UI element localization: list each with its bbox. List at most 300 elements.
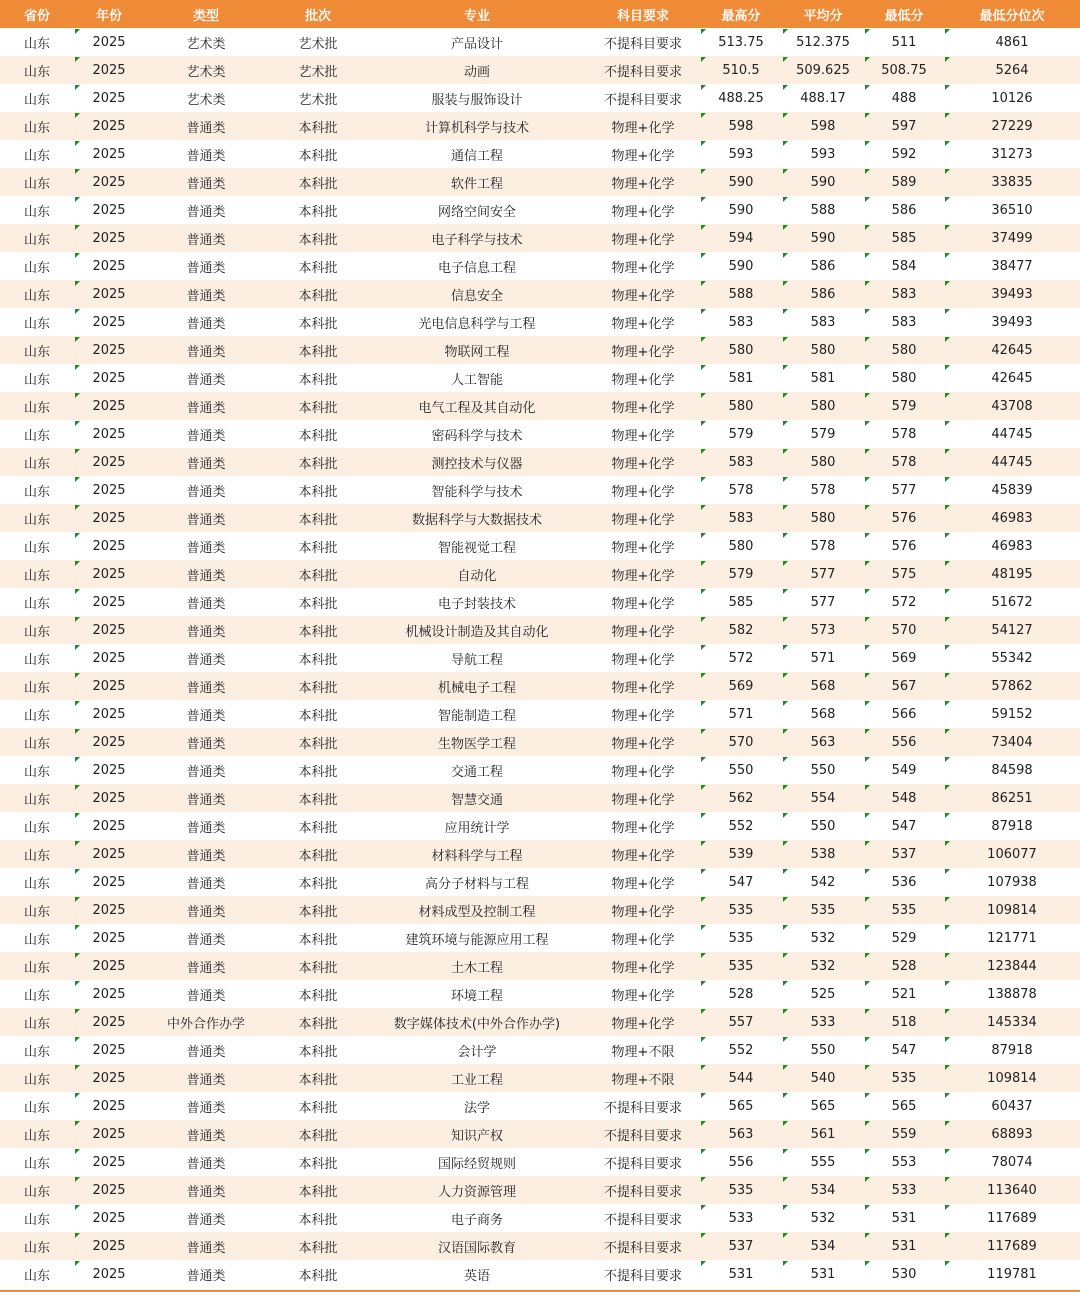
table-row — [0, 364, 1080, 392]
table-cell: 44745 — [944, 448, 1080, 476]
table-cell: 本科批 — [298, 456, 338, 472]
table-cell: 2025 — [74, 560, 144, 588]
table-cell: 597 — [864, 112, 944, 140]
table-row — [0, 1092, 1080, 1120]
table-cell: 普通类 — [186, 1268, 226, 1284]
table-cell: 本科批 — [298, 344, 338, 360]
table-cell: 人力资源管理 — [437, 1184, 516, 1200]
table-cell: 本科批 — [298, 512, 338, 528]
table-cell: 512.375 — [782, 28, 864, 56]
table-cell: 588 — [700, 280, 782, 308]
table-cell: 山东 — [23, 344, 50, 360]
table-cell: 531 — [700, 1260, 782, 1288]
table-row — [0, 1064, 1080, 1092]
table-cell: 普通类 — [186, 344, 226, 360]
table-cell: 不提科目要求 — [603, 1240, 682, 1256]
table-cell: 物理+化学 — [611, 260, 675, 276]
table-cell: 普通类 — [186, 456, 226, 472]
table-cell: 山东 — [23, 652, 50, 668]
table-cell: 普通类 — [186, 120, 226, 136]
table-cell: 本科批 — [298, 596, 338, 612]
table-cell: 10126 — [944, 84, 1080, 112]
table-cell: 物理+不限 — [611, 1072, 675, 1088]
table-cell: 550 — [782, 756, 864, 784]
table-cell: 本科批 — [298, 736, 338, 752]
table-cell: 573 — [782, 616, 864, 644]
table-cell: 535 — [700, 924, 782, 952]
table-cell: 工业工程 — [450, 1072, 503, 1088]
table-cell: 577 — [782, 588, 864, 616]
table-cell: 554 — [782, 784, 864, 812]
table-cell: 山东 — [23, 120, 50, 136]
table-cell: 78074 — [944, 1148, 1080, 1176]
table-cell: 山东 — [23, 736, 50, 752]
table-cell: 普通类 — [186, 988, 226, 1004]
table-cell: 2025 — [74, 532, 144, 560]
table-cell: 本科批 — [298, 232, 338, 248]
table-row — [0, 588, 1080, 616]
table-cell: 本科批 — [298, 708, 338, 724]
table-cell: 586 — [782, 280, 864, 308]
table-cell: 人工智能 — [450, 372, 503, 388]
table-cell: 556 — [864, 728, 944, 756]
table-cell: 2025 — [74, 1232, 144, 1260]
table-cell: 579 — [700, 420, 782, 448]
table-cell: 普通类 — [186, 316, 226, 332]
table-cell: 本科批 — [298, 176, 338, 192]
table-cell: 普通类 — [186, 400, 226, 416]
table-cell: 服装与服饰设计 — [431, 92, 523, 108]
table-cell: 光电信息科学与工程 — [418, 316, 536, 332]
column-header: 平均分 — [782, 0, 864, 28]
table-cell: 艺术类 — [186, 92, 226, 108]
column-header: 批次 — [268, 0, 368, 28]
table-cell: 583 — [864, 308, 944, 336]
table-cell: 物理+化学 — [611, 344, 675, 360]
table-cell: 山东 — [23, 316, 50, 332]
table-row — [0, 700, 1080, 728]
table-cell: 智能视觉工程 — [437, 540, 516, 556]
table-cell: 普通类 — [186, 680, 226, 696]
table-cell: 智能制造工程 — [437, 708, 516, 724]
table-cell: 578 — [782, 532, 864, 560]
table-cell: 2025 — [74, 616, 144, 644]
table-row — [0, 840, 1080, 868]
table-cell: 材料科学与工程 — [431, 848, 523, 864]
table-cell: 本科批 — [298, 1128, 338, 1144]
table-cell: 山东 — [23, 176, 50, 192]
table-cell: 39493 — [944, 308, 1080, 336]
table-cell: 119781 — [944, 1260, 1080, 1288]
table-cell: 68893 — [944, 1120, 1080, 1148]
table-cell: 535 — [700, 896, 782, 924]
table-row — [0, 784, 1080, 812]
table-cell: 物理+化学 — [611, 316, 675, 332]
table-cell: 普通类 — [186, 1100, 226, 1116]
table-cell: 物理+化学 — [611, 120, 675, 136]
table-cell: 547 — [864, 812, 944, 840]
table-cell: 普通类 — [186, 904, 226, 920]
table-cell: 普通类 — [186, 792, 226, 808]
table-cell: 物理+化学 — [611, 568, 675, 584]
table-cell: 物理+化学 — [611, 176, 675, 192]
table-row — [0, 476, 1080, 504]
table-row — [0, 280, 1080, 308]
table-cell: 密码科学与技术 — [431, 428, 523, 444]
table-cell: 普通类 — [186, 372, 226, 388]
table-cell: 113640 — [944, 1176, 1080, 1204]
table-cell: 2025 — [74, 700, 144, 728]
table-cell: 山东 — [23, 904, 50, 920]
table-cell: 532 — [782, 1204, 864, 1232]
table-cell: 计算机科学与技术 — [424, 120, 529, 136]
table-cell: 通信工程 — [450, 148, 503, 164]
table-cell: 山东 — [23, 1156, 50, 1172]
table-cell: 590 — [700, 168, 782, 196]
table-cell: 物理+化学 — [611, 456, 675, 472]
table-cell: 物理+化学 — [611, 512, 675, 528]
table-cell: 589 — [864, 168, 944, 196]
table-cell: 普通类 — [186, 708, 226, 724]
table-row — [0, 168, 1080, 196]
table-cell: 本科批 — [298, 988, 338, 1004]
table-cell: 机械设计制造及其自动化 — [405, 624, 549, 640]
table-cell: 2025 — [74, 476, 144, 504]
table-cell: 508.75 — [864, 56, 944, 84]
table-cell: 本科批 — [298, 624, 338, 640]
table-cell: 583 — [864, 280, 944, 308]
table-cell: 48195 — [944, 560, 1080, 588]
table-row — [0, 1120, 1080, 1148]
table-cell: 563 — [700, 1120, 782, 1148]
table-row — [0, 28, 1080, 56]
table-row — [0, 980, 1080, 1008]
table-cell: 145334 — [944, 1008, 1080, 1036]
table-cell: 51672 — [944, 588, 1080, 616]
table-cell: 2025 — [74, 504, 144, 532]
table-row — [0, 56, 1080, 84]
table-cell: 580 — [700, 392, 782, 420]
table-cell: 580 — [864, 336, 944, 364]
table-cell: 山东 — [23, 540, 50, 556]
table-cell: 山东 — [23, 92, 50, 108]
table-cell: 山东 — [23, 960, 50, 976]
table-cell: 山东 — [23, 456, 50, 472]
table-cell: 513.75 — [700, 28, 782, 56]
table-cell: 2025 — [74, 168, 144, 196]
table-cell: 43708 — [944, 392, 1080, 420]
table-cell: 86251 — [944, 784, 1080, 812]
table-cell: 509.625 — [782, 56, 864, 84]
table-cell: 586 — [864, 196, 944, 224]
table-cell: 581 — [782, 364, 864, 392]
table-cell: 本科批 — [298, 1240, 338, 1256]
table-cell: 山东 — [23, 1044, 50, 1060]
table-cell: 2025 — [74, 112, 144, 140]
table-cell: 2025 — [74, 784, 144, 812]
table-cell: 580 — [700, 336, 782, 364]
table-cell: 不提科目要求 — [603, 1268, 682, 1284]
table-cell: 510.5 — [700, 56, 782, 84]
table-cell: 109814 — [944, 1064, 1080, 1092]
table-cell: 山东 — [23, 876, 50, 892]
table-cell: 本科批 — [298, 1156, 338, 1172]
table-cell: 应用统计学 — [444, 820, 510, 836]
table-cell: 2025 — [74, 1120, 144, 1148]
table-cell: 本科批 — [298, 372, 338, 388]
table-cell: 568 — [782, 672, 864, 700]
table-cell: 英语 — [463, 1268, 490, 1284]
table-cell: 物理+化学 — [611, 484, 675, 500]
table-cell: 土木工程 — [450, 960, 503, 976]
table-cell: 山东 — [23, 848, 50, 864]
table-cell: 511 — [864, 28, 944, 56]
table-cell: 艺术批 — [298, 36, 338, 52]
column-header: 科目要求 — [586, 0, 700, 28]
table-cell: 576 — [864, 532, 944, 560]
table-cell: 138878 — [944, 980, 1080, 1008]
table-cell: 488.25 — [700, 84, 782, 112]
table-cell: 普通类 — [186, 568, 226, 584]
table-cell: 山东 — [23, 288, 50, 304]
table-cell: 557 — [700, 1008, 782, 1036]
table-cell: 580 — [864, 364, 944, 392]
table-cell: 物理+化学 — [611, 876, 675, 892]
table-row — [0, 224, 1080, 252]
table-cell: 117689 — [944, 1204, 1080, 1232]
table-cell: 普通类 — [186, 764, 226, 780]
table-cell: 本科批 — [298, 148, 338, 164]
table-cell: 艺术批 — [298, 64, 338, 80]
table-cell: 580 — [782, 448, 864, 476]
table-cell: 2025 — [74, 28, 144, 56]
table-cell: 本科批 — [298, 932, 338, 948]
table-cell: 不提科目要求 — [603, 1184, 682, 1200]
table-row — [0, 924, 1080, 952]
table-cell: 普通类 — [186, 1240, 226, 1256]
table-cell: 中外合作办学 — [166, 1016, 245, 1032]
table-cell: 不提科目要求 — [603, 1100, 682, 1116]
table-cell: 535 — [864, 896, 944, 924]
table-cell: 普通类 — [186, 848, 226, 864]
table-cell: 552 — [700, 812, 782, 840]
table-cell: 2025 — [74, 588, 144, 616]
table-cell: 533 — [782, 1008, 864, 1036]
table-cell: 电子科学与技术 — [431, 232, 523, 248]
table-cell: 电子信息工程 — [437, 260, 516, 276]
table-cell: 普通类 — [186, 204, 226, 220]
table-cell: 579 — [782, 420, 864, 448]
table-cell: 109814 — [944, 896, 1080, 924]
table-cell: 山东 — [23, 820, 50, 836]
table-cell: 物理+化学 — [611, 428, 675, 444]
table-row — [0, 504, 1080, 532]
table-cell: 2025 — [74, 364, 144, 392]
table-cell: 583 — [700, 448, 782, 476]
table-row — [0, 112, 1080, 140]
table-cell: 本科批 — [298, 204, 338, 220]
table-cell: 物理+化学 — [611, 652, 675, 668]
table-cell: 565 — [864, 1092, 944, 1120]
table-cell: 4861 — [944, 28, 1080, 56]
table-cell: 572 — [700, 644, 782, 672]
table-cell: 环境工程 — [450, 988, 503, 1004]
table-cell: 山东 — [23, 792, 50, 808]
table-cell: 2025 — [74, 1204, 144, 1232]
table-cell: 87918 — [944, 1036, 1080, 1064]
table-cell: 本科批 — [298, 484, 338, 500]
table-cell: 528 — [700, 980, 782, 1008]
table-cell: 45839 — [944, 476, 1080, 504]
table-cell: 549 — [864, 756, 944, 784]
table-cell: 山东 — [23, 1100, 50, 1116]
table-cell: 山东 — [23, 232, 50, 248]
table-cell: 山东 — [23, 1268, 50, 1284]
table-cell: 592 — [864, 140, 944, 168]
table-cell: 本科批 — [298, 568, 338, 584]
table-cell: 物理+化学 — [611, 960, 675, 976]
table-row — [0, 84, 1080, 112]
table-cell: 563 — [782, 728, 864, 756]
table-cell: 普通类 — [186, 1072, 226, 1088]
table-row — [0, 560, 1080, 588]
table-cell: 不提科目要求 — [603, 92, 682, 108]
table-cell: 578 — [782, 476, 864, 504]
table-cell: 39493 — [944, 280, 1080, 308]
table-cell: 2025 — [74, 896, 144, 924]
table-cell: 569 — [700, 672, 782, 700]
table-cell: 不提科目要求 — [603, 1212, 682, 1228]
table-cell: 550 — [782, 1036, 864, 1064]
table-cell: 动画 — [463, 64, 490, 80]
table-cell: 本科批 — [298, 1072, 338, 1088]
table-cell: 普通类 — [186, 652, 226, 668]
table-cell: 物理+化学 — [611, 764, 675, 780]
table-cell: 55342 — [944, 644, 1080, 672]
table-cell: 33835 — [944, 168, 1080, 196]
table-cell: 2025 — [74, 1148, 144, 1176]
table-cell: 本科批 — [298, 876, 338, 892]
table-cell: 本科批 — [298, 1100, 338, 1116]
table-row — [0, 532, 1080, 560]
table-cell: 2025 — [74, 952, 144, 980]
table-cell: 本科批 — [298, 652, 338, 668]
table-cell: 488.17 — [782, 84, 864, 112]
table-cell: 本科批 — [298, 260, 338, 276]
table-cell: 580 — [700, 532, 782, 560]
table-cell: 智慧交通 — [450, 792, 503, 808]
table-cell: 123844 — [944, 952, 1080, 980]
table-cell: 535 — [700, 952, 782, 980]
table-cell: 艺术类 — [186, 64, 226, 80]
table-cell: 578 — [700, 476, 782, 504]
table-cell: 物理+化学 — [611, 540, 675, 556]
table-cell: 531 — [782, 1260, 864, 1288]
table-cell: 本科批 — [298, 1044, 338, 1060]
table-cell: 535 — [700, 1176, 782, 1204]
table-cell: 本科批 — [298, 960, 338, 976]
table-cell: 572 — [864, 588, 944, 616]
table-cell: 山东 — [23, 596, 50, 612]
table-cell: 普通类 — [186, 596, 226, 612]
table-cell: 山东 — [23, 64, 50, 80]
table-cell: 普通类 — [186, 960, 226, 976]
table-cell: 数据科学与大数据技术 — [411, 512, 542, 528]
table-cell: 550 — [700, 756, 782, 784]
table-row — [0, 868, 1080, 896]
table-cell: 598 — [782, 112, 864, 140]
table-cell: 593 — [782, 140, 864, 168]
table-cell: 山东 — [23, 764, 50, 780]
table-cell: 物理+化学 — [611, 400, 675, 416]
header-row — [0, 0, 1080, 28]
table-row — [0, 1232, 1080, 1260]
table-cell: 566 — [864, 700, 944, 728]
table-cell: 2025 — [74, 252, 144, 280]
table-row — [0, 1260, 1080, 1288]
table-cell: 537 — [700, 1232, 782, 1260]
table-cell: 525 — [782, 980, 864, 1008]
table-cell: 590 — [700, 252, 782, 280]
table-cell: 555 — [782, 1148, 864, 1176]
table-row — [0, 1036, 1080, 1064]
table-cell: 物理+化学 — [611, 708, 675, 724]
column-header: 省份 — [0, 0, 74, 28]
table-cell: 590 — [782, 224, 864, 252]
table-cell: 565 — [700, 1092, 782, 1120]
table-cell: 本科批 — [298, 316, 338, 332]
table-cell: 普通类 — [186, 1044, 226, 1060]
table-cell: 561 — [782, 1120, 864, 1148]
table-header — [0, 0, 1080, 28]
table-row — [0, 196, 1080, 224]
table-cell: 542 — [782, 868, 864, 896]
table-cell: 598 — [700, 112, 782, 140]
table-cell: 580 — [782, 392, 864, 420]
table-cell: 普通类 — [186, 1128, 226, 1144]
table-cell: 山东 — [23, 372, 50, 388]
table-cell: 汉语国际教育 — [437, 1240, 516, 1256]
table-cell: 电子封装技术 — [437, 596, 516, 612]
table-cell: 583 — [700, 504, 782, 532]
table-cell: 自动化 — [457, 568, 497, 584]
table-cell: 本科批 — [298, 1268, 338, 1284]
table-cell: 2025 — [74, 448, 144, 476]
table-row — [0, 252, 1080, 280]
table-cell: 电子商务 — [450, 1212, 503, 1228]
table-cell: 562 — [700, 784, 782, 812]
table-cell: 物联网工程 — [444, 344, 510, 360]
table-cell: 本科批 — [298, 120, 338, 136]
table-cell: 物理+化学 — [611, 820, 675, 836]
table-cell: 36510 — [944, 196, 1080, 224]
table-cell: 产品设计 — [450, 36, 503, 52]
table-cell: 54127 — [944, 616, 1080, 644]
table-cell: 不提科目要求 — [603, 64, 682, 80]
table-cell: 570 — [700, 728, 782, 756]
table-cell: 2025 — [74, 1176, 144, 1204]
table-cell: 31273 — [944, 140, 1080, 168]
table-cell: 山东 — [23, 1072, 50, 1088]
table-cell: 艺术类 — [186, 36, 226, 52]
table-cell: 物理+化学 — [611, 736, 675, 752]
table-cell: 山东 — [23, 1128, 50, 1144]
table-cell: 本科批 — [298, 764, 338, 780]
table-cell: 会计学 — [457, 1044, 497, 1060]
table-row — [0, 1176, 1080, 1204]
table-cell: 565 — [782, 1092, 864, 1120]
table-cell: 521 — [864, 980, 944, 1008]
